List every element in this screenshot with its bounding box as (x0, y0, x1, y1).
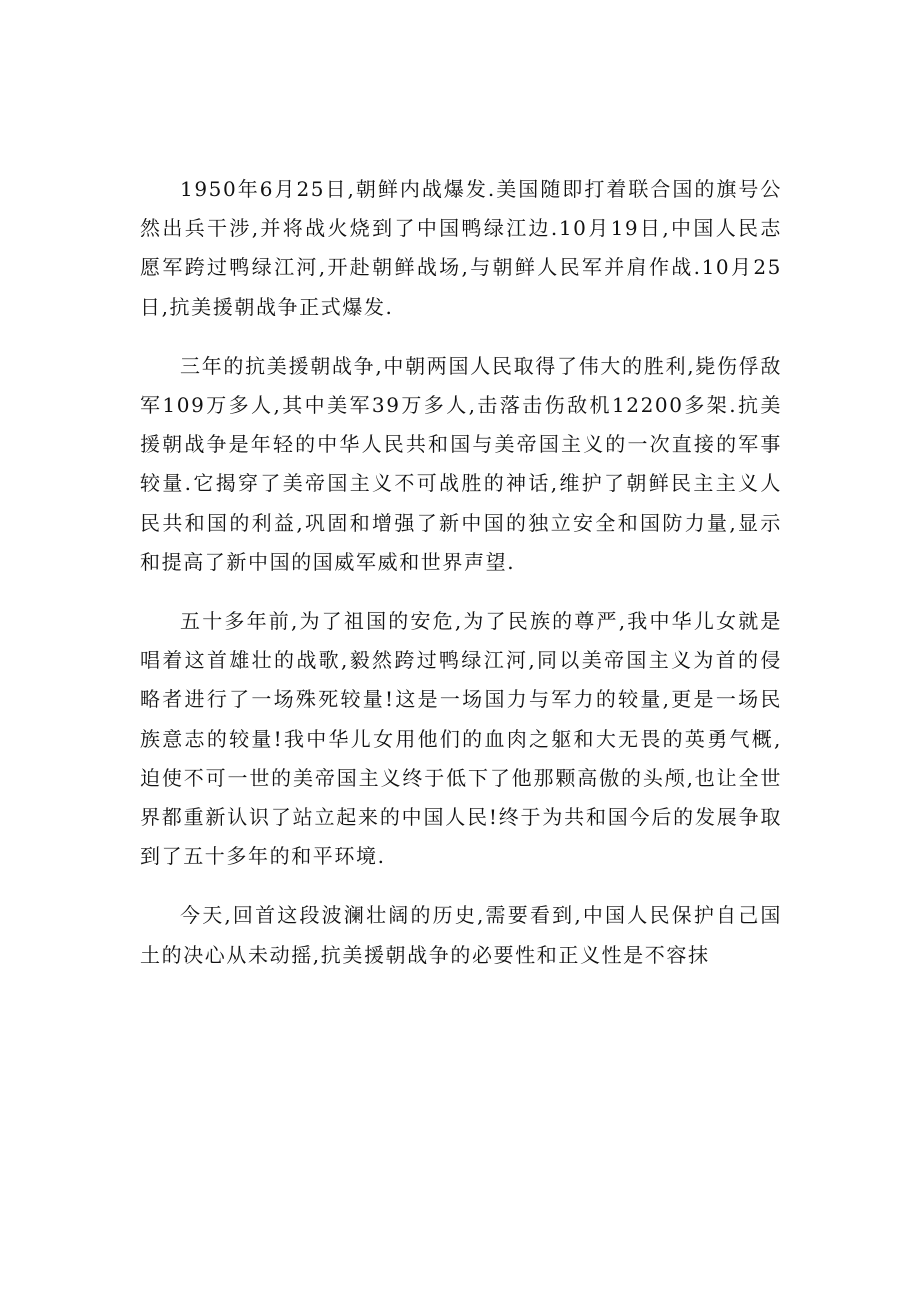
document-body (140, 170, 782, 975)
paragraph-4: 今天,回首这段波澜壮阔的历史,需要看到,中国人民保护自己国土的决心从未动摇,抗美援朝战争的必要性和正义性是不容抹 (140, 903, 782, 967)
paragraph-3: 五十多年前,为了祖国的安危,为了民族的尊严,我中华儿女就是唱着这首雄壮的战歌,毅然跨过鸭绿江河,同以美帝国主义为首的侵略者进行了一场殊死较量!这是一场国力与军力的较量,更是一场民族意志的较量!我中华儿女用他们的血肉之躯和大无畏的英勇气概,迫使不可一世的美帝国主义终于低下了他那颗高傲的头颅,也让全世界都重新认识了站立起来的中国人民!终于为共和国今后的发展争取到了五十多年的和平环境. (140, 609, 782, 869)
paragraph-1: 1950年6月25日,朝鲜内战爆发.美国随即打着联合国的旗号公然出兵干涉,并将战火烧到了中国鸭绿江边.10月19日,中国人民志愿军跨过鸭绿江河,开赴朝鲜战场,与朝鲜人民军并肩作战.10月25日,抗美援朝战争正式爆发. (140, 177, 782, 319)
paragraph-2: 三年的抗美援朝战争,中朝两国人民取得了伟大的胜利,毙伤俘敌军109万多人,其中美军39万多人,击落击伤敌机12200多架.抗美援朝战争是年轻的中华人民共和国与美帝国主义的一次直接的军事较量.它揭穿了美帝国主义不可战胜的神话,维护了朝鲜民主主义人民共和国的利益,巩固和增强了新中国的独立安全和国防力量,显示和提高了新中国的国威军威和世界声望. (140, 353, 782, 574)
